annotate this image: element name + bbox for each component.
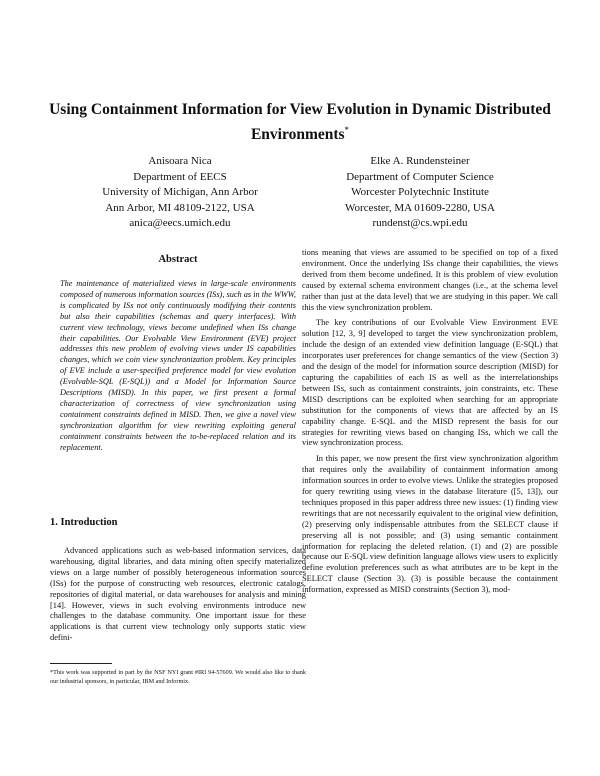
- author-affiliation: University of Michigan, Ann Arbor: [102, 186, 258, 198]
- intro-paragraph: Advanced applications such as web-based information services, data warehousing, digital libraries, and data mining often specify materialized views on a large number of possibly heterogeneous information sources (ISs) for the purpose of constructing web resources, electronic catalogs, repositories of digital material, or data warehouses for analysis and mining [14]. However, views in such evolving environments introduce new challenges to the database community. One important issue for these applications is that current view technology only supports static view defini-: [50, 546, 306, 643]
- author-dept: Department of EECS: [133, 170, 227, 183]
- author-block-2: [300, 154, 540, 232]
- author-dept: Department of Computer Science: [346, 170, 494, 183]
- footnote-divider: [50, 663, 112, 664]
- right-column: [302, 248, 558, 601]
- author-email: rundenst@cs.wpi.edu: [372, 217, 468, 229]
- author-block-1: [60, 154, 300, 232]
- body-paragraph: The key contributions of our Evolvable View Environment EVE solution [12, 3, 9] developed to target the view synchronization problem, include the design of an extended view definition language (E-SQL) that incorporates user preferences for change semantics of the view (Section 3) and the design of the model for information source description (MISD) for capturing the capabilities of each IS as well as the interrelationships between ISs, such as containment constraints, join constraints, etc. These MISD descriptions can be exploited when searching for an appropriate substitution for the components of views that are affected by an IS capability change. E-SQL and the MISD represent the basis for our strategies for rewriting views based on changing ISs, which we call the view synchronization process.: [302, 318, 558, 448]
- intro-heading: 1. Introduction: [50, 517, 118, 528]
- body-paragraph: tions meaning that views are assumed to be specified on top of a fixed environment. Once the underlying ISs change their capabilities, the views derived from them become undefined. It is this problem of view evolution caused by external schema environment changes (i.e., at the schema level rather than just at the data level) that we are studying in this paper. We call this the view synchronization problem.: [302, 248, 558, 312]
- author-email: anica@eecs.umich.edu: [129, 217, 231, 229]
- abstract-heading: Abstract: [158, 254, 198, 265]
- abstract-text: The maintenance of materialized views in large-scale environments composed of numerous information sources (ISs), such as in the WWW, is complicated by ISs not only continuously modifying their contents but also their capabilities (schemas and query interfaces). With current view technology, views become undefined when ISs change their capabilities. Our Evolvable View Environment (EVE) project addresses this new problem of evolving views under IS capabilities changes, which we coin view synchronization problem. Key principles of EVE include a user-specified preference model for view evolution (Evolvable-SQL (E-SQL)) and a Model for Information Source Descriptions (MISD). In this paper, we first present a formal characterization of correctness of view synchronization using containment constraints defined in MISD. Then, we give a novel view synchronization algorithm for view rewriting exploiting general containment constraints between the to-be-replaced relation and its replacement.: [60, 279, 296, 452]
- author-address: Ann Arbor, MI 48109-2122, USA: [105, 201, 255, 214]
- paper-title: [40, 100, 560, 145]
- author-address: Worcester, MA 01609-2280, USA: [345, 201, 495, 214]
- body-paragraph: In this paper, we now present the first view synchronization algorithm that requires only the availability of containment information among information sources in order to evolve views. Unlike the strategies proposed for query rewriting using views in the database literature ([5, 13]), our techniques proposed in this paper address three new issues: (1) finding view rewritings that are not necessarily equivalent to the original view definition, (2) preserving only indispensable attributes from the SELECT clause if preserving all is not possible; and (3) using semantic containment information for replacing the deleted relation. (1) and (2) are possible because our E-SQL view definition language allows view users to explicitly define evolution preferences such as what attributes are to be kept in the SELECT clause (Section 3). (3) is possible because the containment information, expressed as MISD constraints (Section 3), mod-: [302, 454, 558, 595]
- intro-section: [50, 546, 306, 644]
- footnote: *This work was supported in part by the NSF NYI grant #IRI 94-57609. We would also like to thank our industrial sponsors, in particular, IBM and Informix.: [50, 669, 306, 685]
- author-name: Elke A. Rundensteiner: [370, 155, 470, 167]
- paper-title-text: Using Containment Information for View Evolution in Dynamic Distributed Environments: [49, 101, 551, 144]
- author-name: Anisoara Nica: [148, 155, 212, 167]
- title-footnote-mark: *: [344, 125, 350, 135]
- author-affiliation: Worcester Polytechnic Institute: [351, 186, 489, 198]
